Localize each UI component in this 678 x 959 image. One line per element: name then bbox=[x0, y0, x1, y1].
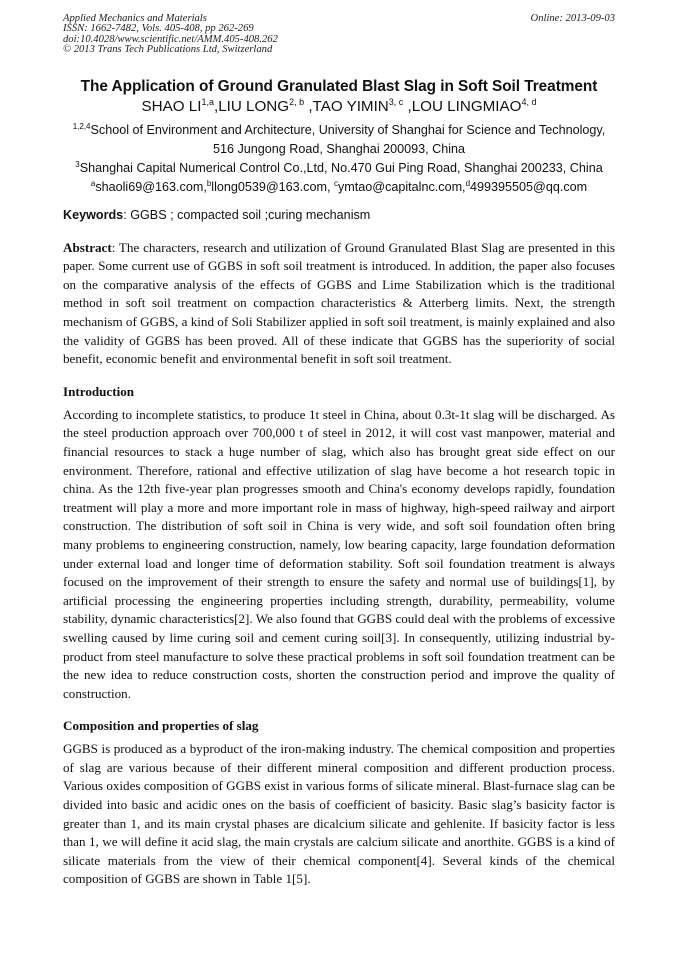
journal-info bbox=[63, 14, 278, 56]
section-body-introduction: According to incomplete statistics, to produce 1t steel in China, about 0.3t-1t slag will be discharged. As the steel production approach over 700,000 t of steel in 2012, it will cost vast manpower, material and financial resources to stack a huge number of slag, which also has brought great side effect on our environment. Therefore, rational and effective utilization of slag have become a hot research topic in china. As the 12th five-year plan progresses smooth and China's economy develops rapidly, foundation treatment will play a more and more important role in mass of highway, high-speed railway and airport construction. The distribution of soft soil in China is very wide, and soft soil foundation often bring many problems to engineering construction, namely, low bearing capacity, large foundation deformation under external load and longer time of deformation stability. Soft soil foundation treatment is always focused on the improvement of their strength to ensure the safety and normal use of buildings[1], by artificial processing the engineering properties including strength, durability, permeability, volume stability, dynamic characteristics[2]. We also found that GGBS could deal with the problems of excessive swelling caused by lime curing soil and cement curing soil[3]. In consequently, utilizing industrial by-product from steel manufacture to solve these practical problems in soft soil foundation treatment can be the new idea to reduce construction costs, shorten the construction period and improve the quality of construction. bbox=[63, 406, 616, 701]
keywords bbox=[63, 206, 615, 224]
author-name: SHAO LI bbox=[141, 97, 202, 115]
section-body-composition: GGBS is produced as a byproduct of the iron-making industry. The chemical composition and properties of slag are various because of their different mineral composition and different production process. Various oxides composition of GGBS exist in various forms of silicate mineral. Blast-furnace slag can be divided into basic and acidic ones on the basis of coefficient of basicity. Basic slag’s basicity factor is greater than 1, and its main crystal phases are dicalcium silicate and gehlenite. If basicity factor is less than 1, we will define it acid slag, the main crystals are calcium silicate and anorthite. GGBS is a kind of silicate materials from the view of their chemical component[4]. Several kinds of the chemical composition of GGBS are shown in Table 1[5]. bbox=[63, 741, 615, 887]
email-link[interactable]: llong0539@163.com, bbox=[211, 179, 334, 194]
abstract-label: Abstract bbox=[63, 239, 112, 255]
author-affil-mark: 1,a bbox=[201, 96, 214, 107]
email-mark: b bbox=[206, 178, 212, 188]
online-date: Online: 2013-09-03 bbox=[530, 13, 615, 24]
keywords-label: Keywords bbox=[63, 207, 124, 222]
email-list bbox=[63, 178, 615, 197]
doi-line[interactable]: doi:10.4028/www.scientific.net/AMM.405-408.262 bbox=[63, 33, 278, 45]
email-mark: d bbox=[465, 178, 471, 188]
affil-mark: 1,2,4 bbox=[72, 121, 91, 131]
affiliation-1 bbox=[63, 121, 615, 140]
journal-name: Applied Mechanics and Materials bbox=[63, 13, 207, 24]
affil-text: Shanghai Capital Numerical Control Co.,Ltd, No.470 Gui Ping Road, Shanghai 200233, China bbox=[79, 160, 603, 175]
abstract bbox=[63, 239, 615, 369]
author-affil-mark: 2, b bbox=[289, 96, 305, 107]
email-link[interactable]: 499395505@qq.com bbox=[470, 179, 588, 194]
affil-mark: 3 bbox=[75, 159, 80, 169]
keywords-text: : GGBS ; compacted soil ;curing mechanism bbox=[123, 207, 371, 222]
email-mark: a bbox=[90, 178, 96, 188]
section-heading-introduction: Introduction bbox=[63, 383, 135, 399]
author-affil-mark: 4, d bbox=[521, 96, 537, 107]
section-heading-composition: Composition and properties of slag bbox=[63, 718, 259, 734]
affil-text: School of Environment and Architecture, University of Shanghai for Science and Technology, bbox=[90, 122, 606, 137]
paper-title: The Application of Ground Granulated Blast Slag in Soft Soil Treatment bbox=[80, 77, 598, 95]
author-list bbox=[63, 97, 615, 117]
author-name: ,TAO YIMIN bbox=[304, 97, 389, 115]
author-affil-mark: 3, c bbox=[388, 96, 404, 107]
email-link[interactable]: shaoli69@163.com, bbox=[95, 179, 207, 194]
email-mark: c bbox=[333, 178, 338, 188]
email-link[interactable]: ymtao@capitalnc.com, bbox=[337, 179, 466, 194]
issn-line: ISSN: 1662-7482, Vols. 405-408, pp 262-269 bbox=[63, 23, 254, 35]
abstract-text: : The characters, research and utilization of Ground Granulated Blast Slag are presented in this paper. Some current use of GGBS in soft soil treatment is introduced. In addition, the paper also focuses on the comparative analysis of the effects of GGBS and Lime Stabilization which is the traditional method in soft soil treatment on compaction characteristics & Atterberg limits. Next, the strength mechanism of GGBS, a kind of Soli Stabilizer applied in soft soil treatment, is mainly explained and also the validity of GGBS has been proved. All of these indicate that GGBS has the superiority of social benefit, economic benefit and environmental benefit in soft soil treatment. bbox=[63, 239, 615, 367]
journal-header bbox=[63, 14, 615, 56]
affiliation-2 bbox=[63, 159, 615, 178]
affiliation-1-address: 516 Jungong Road, Shanghai 200093, China bbox=[212, 141, 466, 156]
author-name: ,LOU LINGMIAO bbox=[403, 97, 522, 115]
copyright-line: © 2013 Trans Tech Publications Ltd, Switzerland bbox=[63, 44, 273, 56]
affiliations bbox=[63, 121, 615, 197]
author-name: ,LIU LONG bbox=[213, 97, 290, 115]
paper-page bbox=[63, 14, 615, 889]
